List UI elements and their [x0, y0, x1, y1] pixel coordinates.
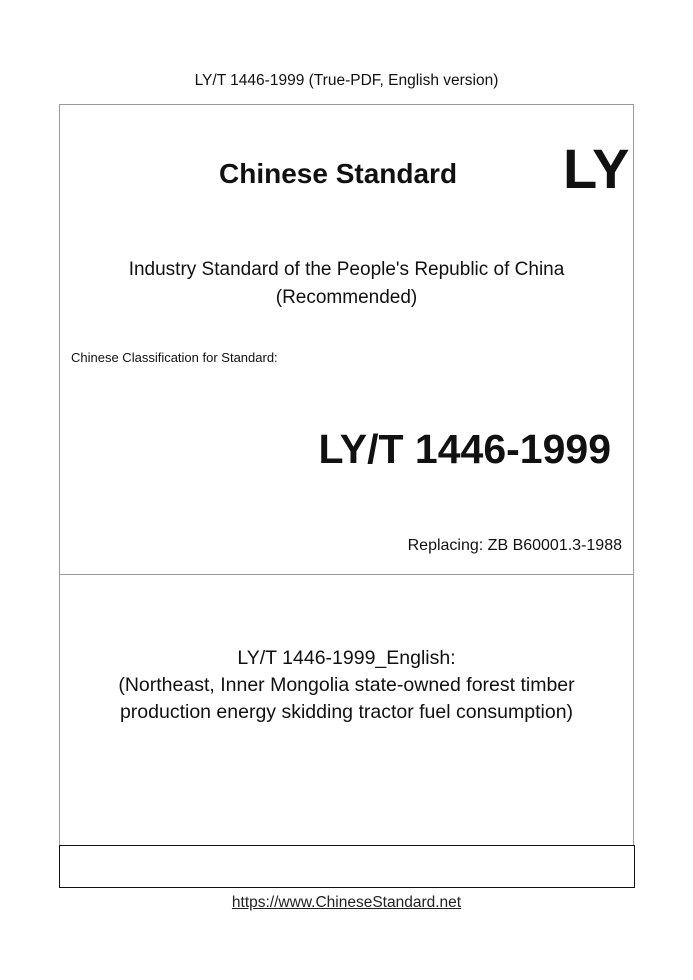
website-link[interactable]: https://www.ChineseStandard.net	[231, 894, 462, 911]
page-header: LY/T 1446-1999 (True-PDF, English version)	[194, 72, 499, 89]
classification-label: Chinese Classification for Standard:	[71, 350, 278, 365]
issuer-line: Industry Standard of the People's Republic of China	[128, 259, 565, 280]
document-type-heading: Chinese Standard	[219, 158, 458, 189]
standard-number: LY/T 1446-1999	[318, 426, 611, 472]
cover-frame	[59, 104, 634, 846]
english-title-block	[59, 645, 634, 726]
replacing-note: Replacing: ZB B60001.3-1988	[407, 537, 622, 554]
title-line: LY/T 1446-1999_English:	[237, 647, 456, 669]
recommended-label: (Recommended)	[275, 287, 418, 308]
title-line: production energy skidding tractor fuel consumption)	[119, 701, 574, 723]
issuer-block	[59, 256, 634, 312]
ly-logo: LY	[563, 137, 630, 200]
footer-box	[59, 845, 635, 888]
title-line: (Northeast, Inner Mongolia state-owned forest timber	[118, 674, 575, 696]
cover-divider	[59, 574, 634, 575]
